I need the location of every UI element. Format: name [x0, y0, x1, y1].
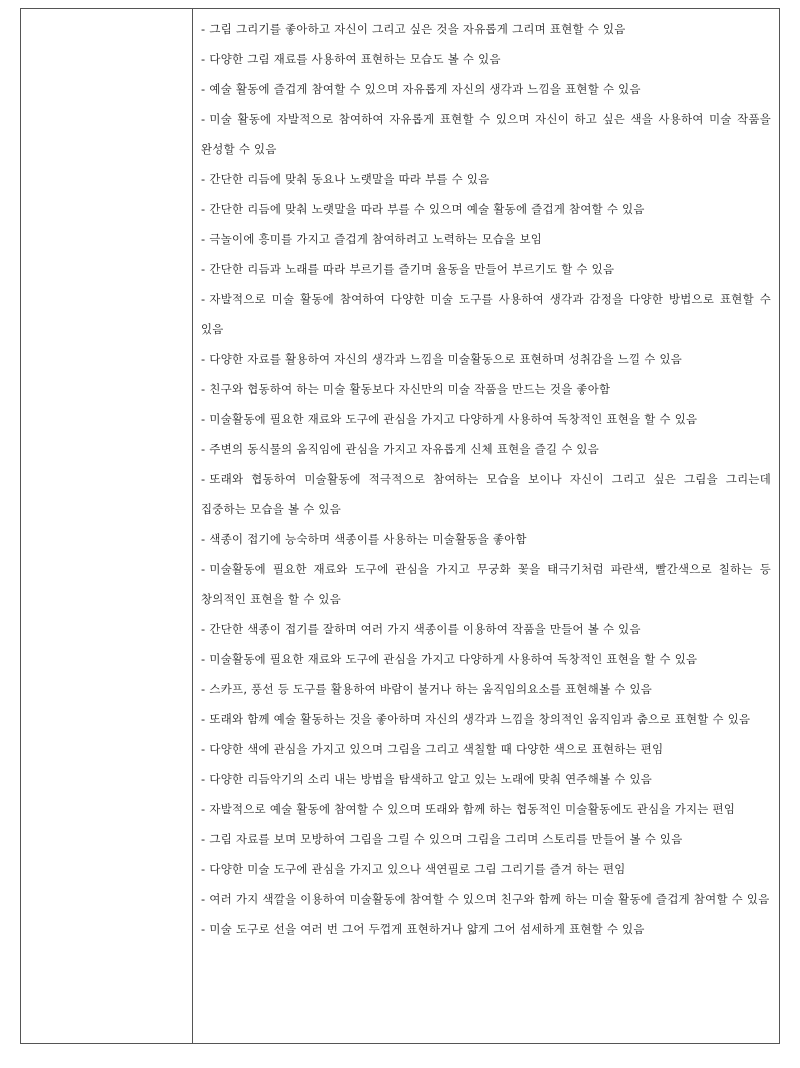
entry-text: 또래와 협동하여 미술활동에 적극적으로 참여하는 모습을 보이나 자신이 그리고 싶은 그림을 그리는데 집중하는 모습을 볼 수 있음 [201, 472, 771, 516]
observation-entry [201, 224, 771, 254]
observation-entry [201, 194, 771, 224]
observation-entry [201, 44, 771, 74]
bullet-dash: - [201, 862, 206, 876]
bullet-dash: - [201, 562, 206, 576]
entry-text: 주변의 동식물의 움직임에 관심을 가지고 자유롭게 신체 표현을 즐길 수 있음 [209, 442, 600, 456]
observation-entry [201, 164, 771, 194]
entry-text: 미술활동에 필요한 재료와 도구에 관심을 가지고 다양하게 사용하여 독창적인 표현을 할 수 있음 [209, 412, 698, 426]
observation-entry [201, 764, 771, 794]
bullet-dash: - [201, 442, 206, 456]
observation-entry [201, 914, 771, 944]
bullet-dash: - [201, 712, 206, 726]
entry-text: 색종이 접기에 능숙하며 색종이를 사용하는 미술활동을 좋아함 [209, 532, 527, 546]
bullet-dash: - [201, 202, 206, 216]
bullet-dash: - [201, 652, 206, 666]
bullet-dash: - [201, 112, 206, 126]
entry-text: 다양한 리듬악기의 소리 내는 방법을 탐색하고 알고 있는 노래에 맞춰 연주해볼 수 있음 [209, 772, 653, 786]
entry-text: 미술 활동에 자발적으로 참여하여 자유롭게 표현할 수 있으며 자신이 하고 싶은 색을 사용하여 미술 작품을 완성할 수 있음 [201, 112, 771, 156]
observation-entry [201, 884, 771, 914]
entry-text: 간단한 색종이 접기를 잘하며 여러 가지 색종이를 이용하여 작품을 만들어 볼 수 있음 [209, 622, 641, 636]
observation-entry [201, 554, 771, 614]
bullet-dash: - [201, 52, 206, 66]
entry-text: 미술 도구로 선을 여러 번 그어 두껍게 표현하거나 얇게 그어 섬세하게 표현할 수 있음 [209, 922, 645, 936]
observation-entry [201, 344, 771, 374]
bullet-dash: - [201, 892, 206, 906]
bullet-dash: - [201, 802, 206, 816]
bullet-dash: - [201, 412, 206, 426]
observation-entry [201, 854, 771, 884]
entry-text: 그림 그리기를 좋아하고 자신이 그리고 싶은 것을 자유롭게 그리며 표현할 수 있음 [209, 22, 626, 36]
observation-entry [201, 284, 771, 344]
entry-text: 또래와 함께 예술 활동하는 것을 좋아하며 자신의 생각과 느낌을 창의적인 움직임과 춤으로 표현할 수 있음 [209, 712, 751, 726]
bullet-dash: - [201, 82, 206, 96]
entry-text: 다양한 색에 관심을 가지고 있으며 그림을 그리고 색칠할 때 다양한 색으로 표현하는 편임 [209, 742, 664, 756]
bullet-dash: - [201, 622, 206, 636]
observation-entry [201, 794, 771, 824]
bullet-dash: - [201, 742, 206, 756]
observation-entry [201, 374, 771, 404]
record-table [20, 8, 780, 1044]
entry-text: 여러 가지 색깔을 이용하여 미술활동에 참여할 수 있으며 친구와 함께 하는 미술 활동에 즐겁게 참여할 수 있음 [209, 892, 770, 906]
observation-entry [201, 464, 771, 524]
entry-text: 스카프, 풍선 등 도구를 활용하여 바람이 불거나 하는 움직임의요소를 표현해볼 수 있음 [209, 682, 653, 696]
bullet-dash: - [201, 832, 206, 846]
observation-entry [201, 674, 771, 704]
observation-entry [201, 824, 771, 854]
bullet-dash: - [201, 532, 206, 546]
observation-content-cell [193, 9, 779, 1043]
observation-entry [201, 734, 771, 764]
bullet-dash: - [201, 352, 206, 366]
observation-entry [201, 704, 771, 734]
entry-text: 간단한 리듬과 노래를 따라 부르기를 즐기며 율동을 만들어 부르기도 할 수 있음 [209, 262, 615, 276]
entry-text: 예술 활동에 즐겁게 참여할 수 있으며 자유롭게 자신의 생각과 느낌을 표현할 수 있음 [209, 82, 641, 96]
bullet-dash: - [201, 262, 206, 276]
bullet-dash: - [201, 22, 206, 36]
observation-entry [201, 104, 771, 164]
bullet-dash: - [201, 772, 206, 786]
entry-text: 미술활동에 필요한 재료와 도구에 관심을 가지고 다양하게 사용하여 독창적인 표현을 할 수 있음 [209, 652, 698, 666]
observation-entry [201, 14, 771, 44]
entry-text: 다양한 미술 도구에 관심을 가지고 있으나 색연필로 그림 그리기를 즐겨 하는 편임 [209, 862, 626, 876]
observation-entry [201, 614, 771, 644]
bullet-dash: - [201, 472, 206, 486]
observation-entry [201, 644, 771, 674]
bullet-dash: - [201, 172, 206, 186]
bullet-dash: - [201, 292, 206, 306]
bullet-dash: - [201, 682, 206, 696]
bullet-dash: - [201, 922, 206, 936]
category-label-cell [21, 9, 193, 1043]
entry-text: 그림 자료를 보며 모방하여 그림을 그릴 수 있으며 그림을 그리며 스토리를 만들어 볼 수 있음 [209, 832, 683, 846]
observation-entry [201, 434, 771, 464]
observation-entry [201, 254, 771, 284]
observation-entry [201, 404, 771, 434]
bullet-dash: - [201, 382, 206, 396]
entry-text: 극놀이에 흥미를 가지고 즐겁게 참여하려고 노력하는 모습을 보임 [209, 232, 543, 246]
bullet-dash: - [201, 232, 206, 246]
entry-text: 간단한 리듬에 맞춰 노랫말을 따라 부를 수 있으며 예술 활동에 즐겁게 참여할 수 있음 [209, 202, 645, 216]
entry-text: 자발적으로 미술 활동에 참여하여 다양한 미술 도구를 사용하여 생각과 감정을 다양한 방법으로 표현할 수 있음 [201, 292, 771, 336]
entry-text: 간단한 리듬에 맞춰 동요나 노랫말을 따라 부를 수 있음 [209, 172, 490, 186]
entry-text: 자발적으로 예술 활동에 참여할 수 있으며 또래와 함께 하는 협동적인 미술활동에도 관심을 가지는 편임 [209, 802, 736, 816]
entry-text: 다양한 자료를 활용하여 자신의 생각과 느낌을 미술활동으로 표현하며 성취감을 느낄 수 있음 [209, 352, 683, 366]
entry-text: 다양한 그림 재료를 사용하여 표현하는 모습도 볼 수 있음 [209, 52, 501, 66]
observation-entry [201, 74, 771, 104]
entry-text: 친구와 협동하여 하는 미술 활동보다 자신만의 미술 작품을 만드는 것을 좋아함 [209, 382, 611, 396]
observation-entry [201, 524, 771, 554]
entry-text: 미술활동에 필요한 재료와 도구에 관심을 가지고 무궁화 꽃을 태극기처럼 파란색, 빨간색으로 칠하는 등 창의적인 표현을 할 수 있음 [201, 562, 771, 606]
